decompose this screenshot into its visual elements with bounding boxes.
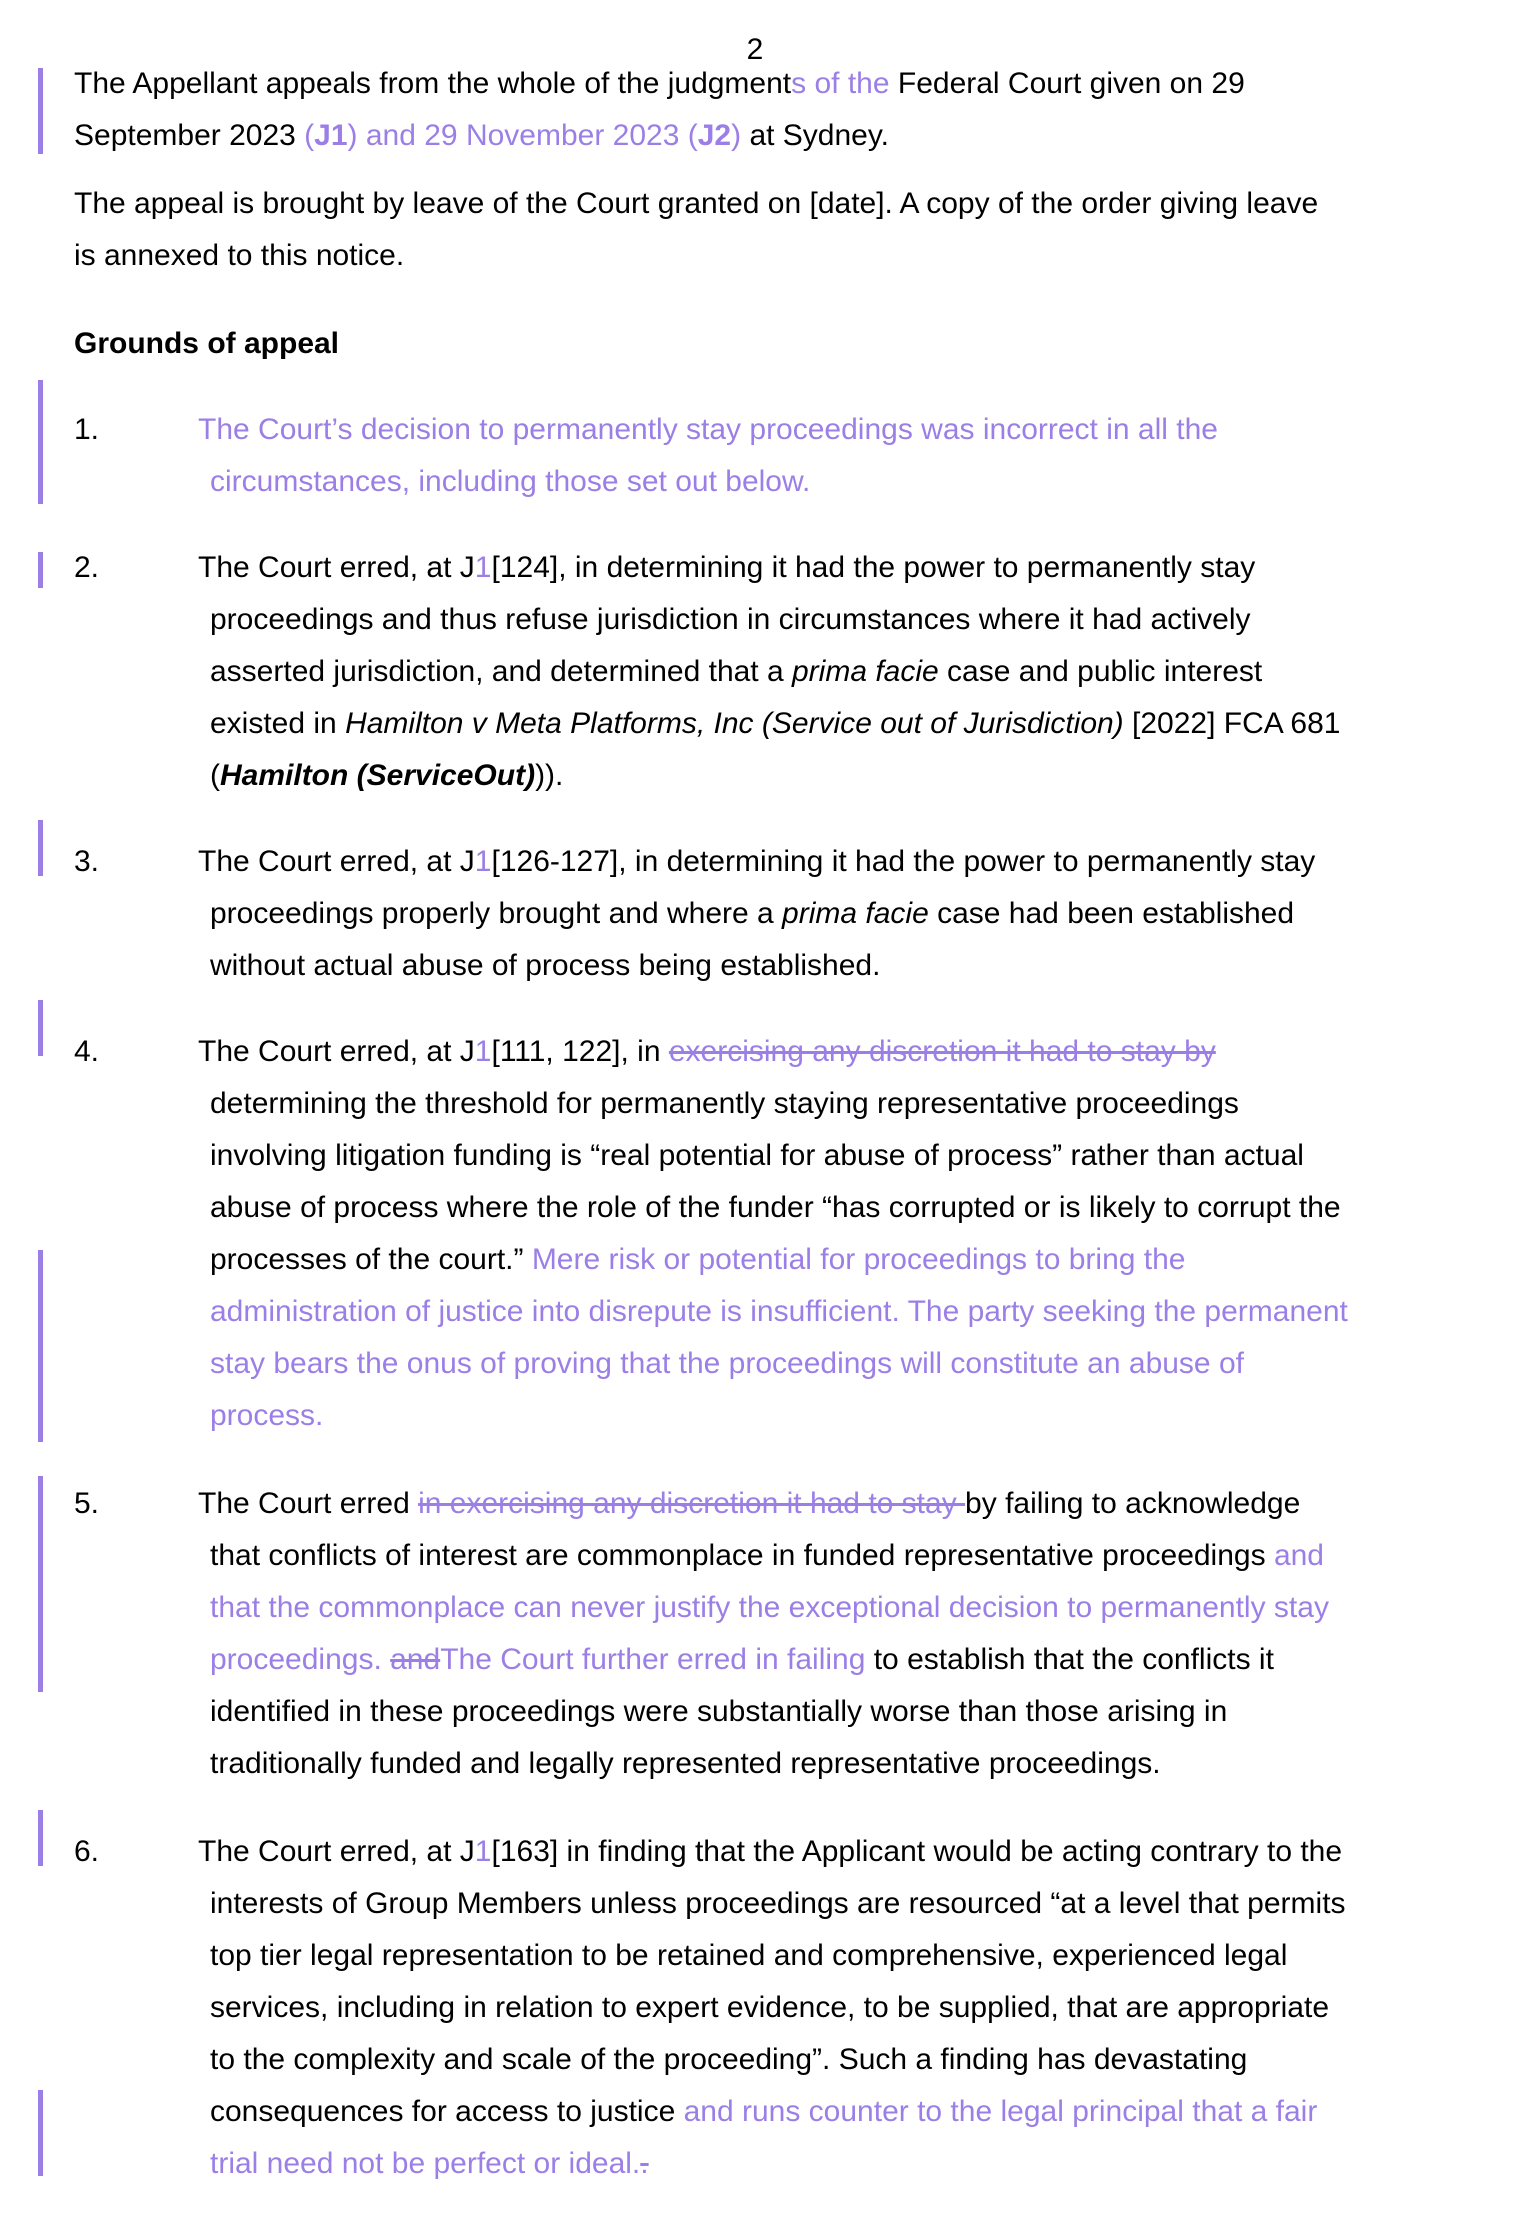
inserted-text: 1 [474, 1035, 492, 1068]
text-run: September 2023 [74, 119, 305, 152]
text-run: The Court erred [198, 1487, 419, 1520]
inserted-text: circumstances, including those set out below. [210, 465, 811, 498]
text-line: involving litigation funding is “real potential for abuse of process” rather than actual [210, 1139, 1304, 1172]
ground-item [74, 836, 1454, 992]
ground-item [74, 404, 1454, 508]
ground-item [74, 1026, 1454, 1442]
change-bar [38, 1810, 43, 1866]
inserted-text: The Court further erred in failing [440, 1643, 866, 1676]
inserted-text: that the commonplace can never justify the exceptional decision to permanently stay [210, 1591, 1329, 1624]
inserted-text: s of the [791, 67, 890, 100]
change-bar [38, 1476, 43, 1692]
ground-text [198, 836, 1454, 992]
text-line: traditionally funded and legally represented representative proceedings. [210, 1747, 1161, 1780]
intro-paragraph [74, 58, 1444, 162]
inserted-text: ( [304, 119, 315, 152]
text-line: proceedings and thus refuse jurisdiction in circumstances where it had actively [210, 603, 1251, 636]
text-line [198, 2086, 1454, 2138]
text-line: The appeal is brought by leave of the Court granted on [date]. A copy of the order giving leave [74, 187, 1319, 220]
ground-number: 4. [74, 1035, 100, 1068]
text-run: asserted jurisdiction, and determined that a [210, 655, 792, 688]
change-bar [38, 552, 43, 588]
text-line: determining the threshold for permanently staying representative proceedings [210, 1087, 1239, 1120]
change-bar [38, 820, 43, 876]
inserted-text: The Court’s decision to permanently stay proceedings was incorrect in all the [198, 413, 1218, 446]
ground-number: 1. [74, 413, 100, 446]
text-line [198, 1026, 1454, 1078]
text-line [74, 110, 1444, 162]
text-run: The Court erred, at J [198, 1835, 475, 1868]
change-bar [38, 1000, 43, 1056]
ground-text [198, 542, 1454, 802]
italic-text: prima facie [782, 897, 929, 930]
text-line: abuse of process where the role of the funder “has corrupted or is likely to corrupt the [210, 1191, 1341, 1224]
deleted-text: exercising any discretion it had to stay by [668, 1035, 1216, 1068]
ground-text [198, 1826, 1454, 2190]
case-short-name: Hamilton (ServiceOut) [220, 759, 536, 792]
inserted-text: 1 [474, 1835, 492, 1868]
text-line: is annexed to this notice. [74, 239, 405, 272]
inserted-text: 1 [474, 845, 492, 878]
ground-item [74, 1826, 1454, 2190]
text-line [198, 1234, 1454, 1286]
text-run: The Court erred, at J [198, 1035, 475, 1068]
text-line: top tier legal representation to be retained and comprehensive, experienced legal [210, 1939, 1288, 1972]
text-run: by failing to acknowledge [965, 1487, 1301, 1520]
leave-paragraph [74, 178, 1444, 282]
text-run: [2022] FCA 681 [1123, 707, 1341, 740]
inserted-text: trial need not be perfect or ideal. [210, 2147, 641, 2180]
inserted-text: Mere risk or potential for proceedings to bring the [531, 1243, 1186, 1276]
text-run: [163] in finding that the Applicant would be acting contrary to the [491, 1835, 1343, 1868]
text-line [198, 698, 1454, 750]
inserted-text: and runs counter to the legal principal that a fair [683, 2095, 1318, 2128]
ground-item [74, 542, 1454, 802]
case-citation: Hamilton v Meta Platforms, Inc (Service out of Jurisdiction) [345, 707, 1124, 740]
ground-number: 6. [74, 1835, 100, 1868]
text-line [198, 836, 1454, 888]
text-run: case and public interest [938, 655, 1263, 688]
text-line [198, 2138, 1454, 2190]
text-line [198, 888, 1454, 940]
inserted-text: 1 [474, 551, 492, 584]
text-line: interests of Group Members unless proceedings are resourced “at a level that permits [210, 1887, 1346, 1920]
inserted-text: ) [731, 119, 742, 152]
text-run: processes of the court.” [210, 1243, 532, 1276]
inserted-text: ) and 29 November 2023 ( [347, 119, 698, 152]
text-run: [124], in determining it had the power to permanently stay [491, 551, 1256, 584]
text-line [198, 1478, 1454, 1530]
text-line [198, 750, 1454, 802]
deleted-text: . [640, 2147, 649, 2180]
inserted-text: process. [210, 1399, 324, 1432]
change-bar [38, 380, 43, 504]
text-line [198, 1826, 1454, 1878]
text-run: [111, 122], in [491, 1035, 669, 1068]
ground-number: 2. [74, 551, 100, 584]
text-run: existed in [210, 707, 346, 740]
text-run: )). [535, 759, 564, 792]
text-run: consequences for access to justice [210, 2095, 684, 2128]
text-run: Federal Court given on 29 [889, 67, 1245, 100]
text-line: to the complexity and scale of the proceeding”. Such a finding has devastating [210, 2043, 1248, 2076]
change-bar [38, 2090, 43, 2176]
ground-item [74, 1478, 1454, 1790]
text-run: case had been established [928, 897, 1295, 930]
ground-number: 5. [74, 1487, 100, 1520]
ground-text [198, 404, 1454, 508]
inserted-text: administration of justice into disrepute is insufficient. The party seeking the permanent [210, 1295, 1348, 1328]
text-run: The Appellant appeals from the whole of the judgment [74, 67, 792, 100]
change-bar [38, 1250, 43, 1442]
text-line [198, 542, 1454, 594]
inserted-text: and [1273, 1539, 1324, 1572]
ground-text [198, 1478, 1454, 1790]
inserted-text: J1 [314, 119, 348, 152]
inserted-text: proceedings. [210, 1643, 391, 1676]
page-number: 2 [746, 33, 764, 66]
ground-text [198, 1026, 1454, 1442]
ground-number: 3. [74, 845, 100, 878]
text-line [74, 58, 1444, 110]
text-line [198, 646, 1454, 698]
text-run: at Sydney. [741, 119, 889, 152]
text-run: The Court erred, at J [198, 845, 475, 878]
deleted-text: and [390, 1643, 441, 1676]
text-run: The Court erred, at J [198, 551, 475, 584]
text-line [198, 1530, 1454, 1582]
text-run: [126-127], in determining it had the power to permanently stay [491, 845, 1316, 878]
change-bar [38, 68, 43, 154]
text-run: that conflicts of interest are commonplace in funded representative proceedings [210, 1539, 1274, 1572]
inserted-text: J2 [697, 119, 732, 152]
text-line: identified in these proceedings were substantially worse than those arising in [210, 1695, 1228, 1728]
deleted-text: in exercising any discretion it had to stay [418, 1487, 966, 1520]
text-run: to establish that the conflicts it [865, 1643, 1274, 1676]
italic-text: prima facie [792, 655, 939, 688]
inserted-text: stay bears the onus of proving that the proceedings will constitute an abuse of [210, 1347, 1244, 1380]
text-line: without actual abuse of process being established. [210, 949, 881, 982]
text-run: ( [210, 759, 220, 792]
text-line: services, including in relation to expert evidence, to be supplied, that are appropriate [210, 1991, 1330, 2024]
section-heading: Grounds of appeal [74, 327, 340, 360]
text-run: proceedings properly brought and where a [210, 897, 783, 930]
text-line [198, 1634, 1454, 1686]
